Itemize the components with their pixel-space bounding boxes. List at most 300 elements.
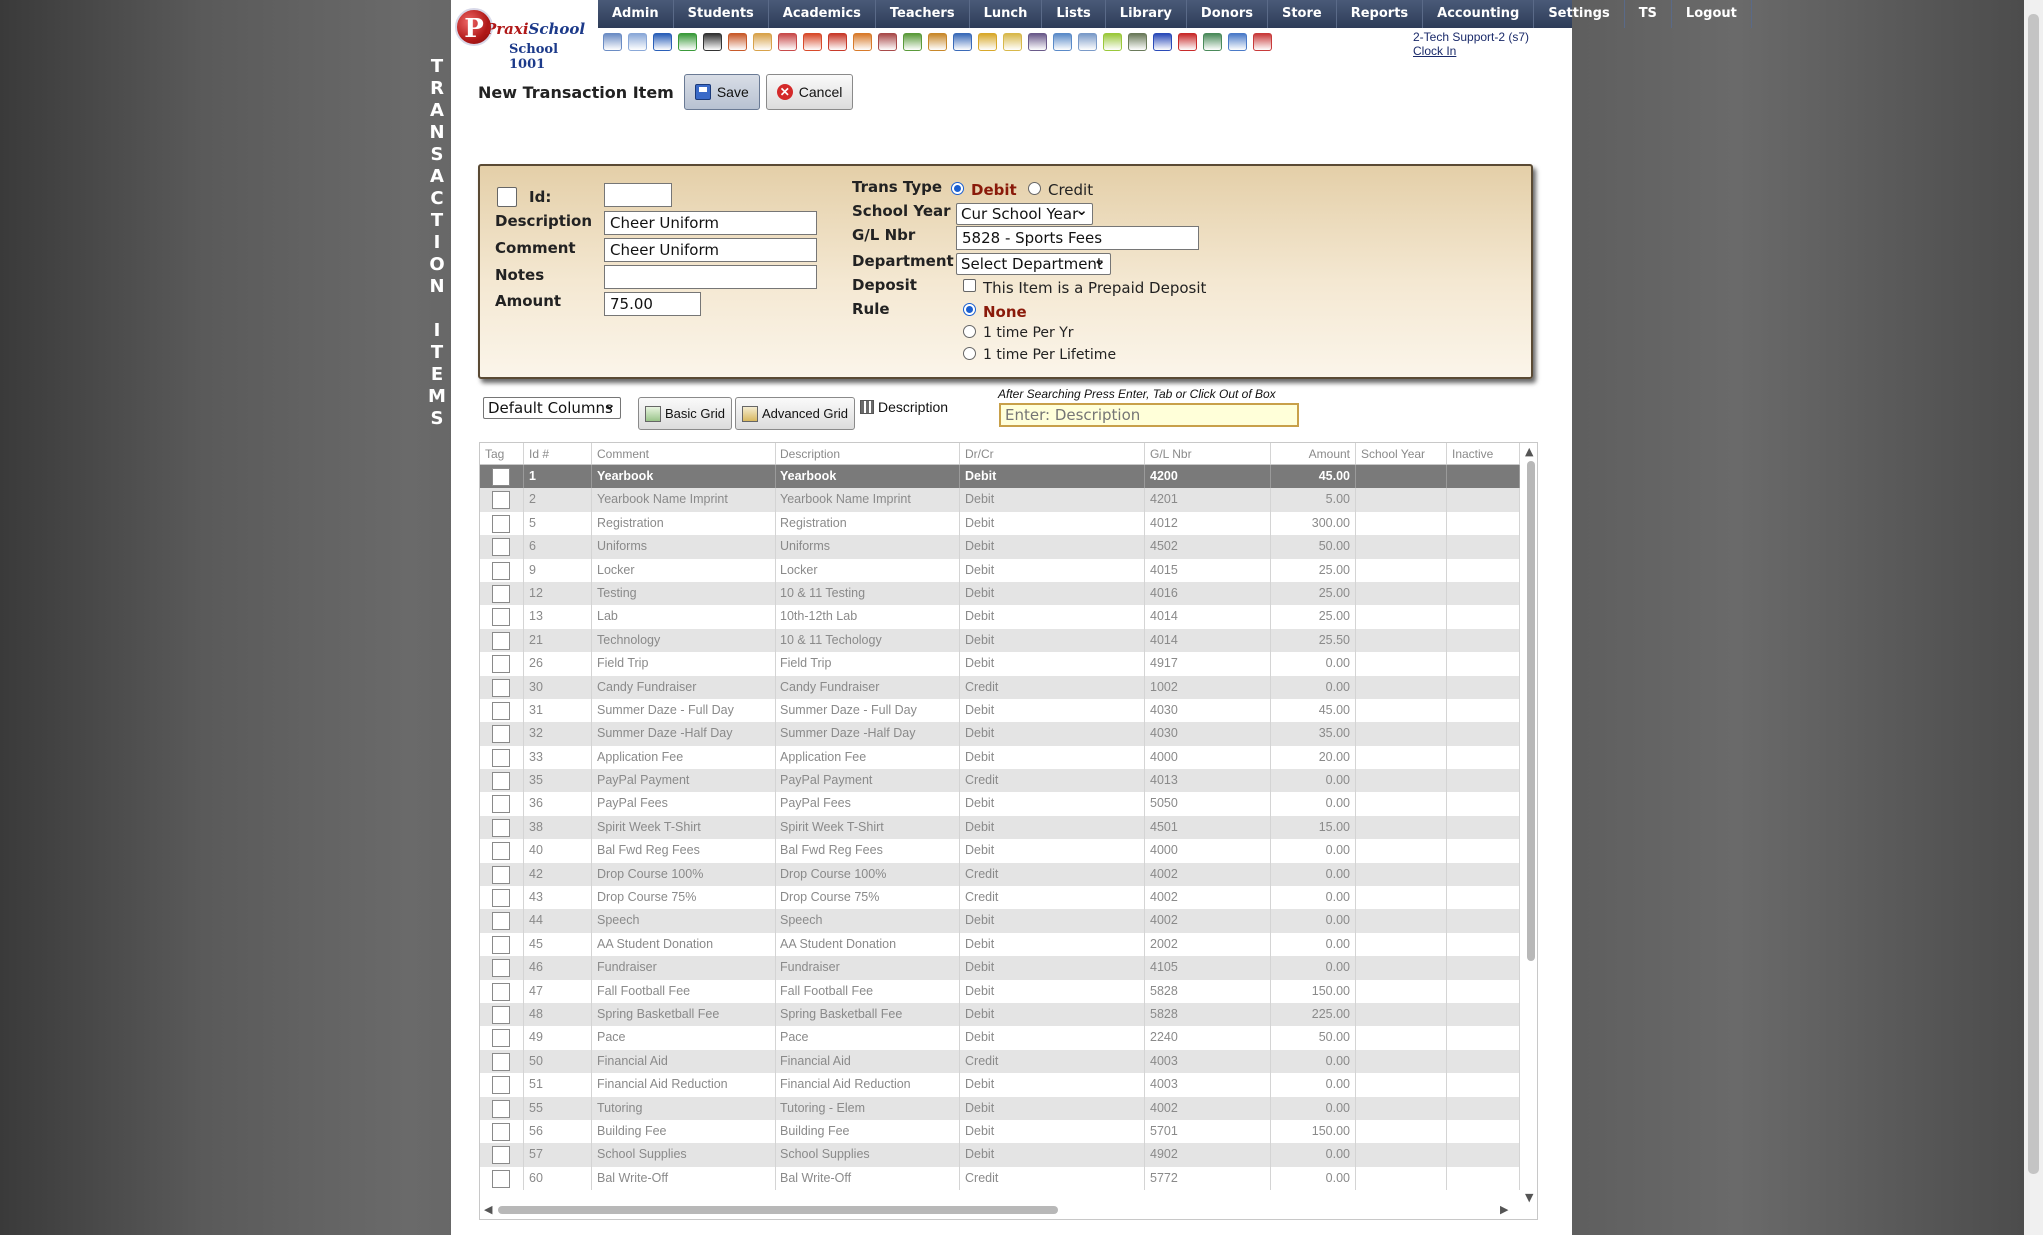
gl-nbr-cell: 4000 <box>1145 839 1271 862</box>
advanced-grid-button[interactable]: Advanced Grid <box>735 397 855 430</box>
columns-select[interactable]: Default Columns ⌄ <box>483 397 621 419</box>
row-tag-checkbox[interactable] <box>492 1100 510 1118</box>
book-icon[interactable] <box>953 33 972 51</box>
main-panel <box>451 0 1737 1235</box>
table-row[interactable] <box>480 1050 1520 1073</box>
dr-cr-cell: Debit <box>960 1097 1145 1120</box>
search-field-selector[interactable]: Description <box>860 399 948 415</box>
table-row[interactable] <box>480 792 1520 815</box>
title-letter: I <box>433 320 441 341</box>
comment-cell: Financial Aid Reduction <box>592 1073 776 1096</box>
comment-cell: Yearbook <box>592 465 776 488</box>
column-header-dr-cr[interactable]: Dr/Cr <box>960 443 1145 464</box>
praxischool-logo[interactable] <box>453 4 593 72</box>
table-row[interactable] <box>480 722 1520 745</box>
table-row[interactable] <box>480 839 1520 862</box>
inactive-cell <box>1447 909 1520 932</box>
inactive-cell <box>1447 933 1520 956</box>
school-year-select[interactable]: Cur School Year ⌄ <box>956 203 1093 225</box>
row-tag-checkbox[interactable] <box>492 538 510 556</box>
table-row[interactable] <box>480 676 1520 699</box>
amount-cell: 50.00 <box>1271 535 1356 558</box>
table-row[interactable] <box>480 1073 1520 1096</box>
table-row[interactable] <box>480 605 1520 628</box>
comment-cell: Registration <box>592 512 776 535</box>
inactive-cell <box>1447 512 1520 535</box>
id-cell: 50 <box>524 1050 592 1073</box>
menu-students[interactable]: Students <box>674 0 769 28</box>
amount-cell: 35.00 <box>1271 722 1356 745</box>
description-cell: Application Fee <box>775 746 960 769</box>
grid-vertical-scrollbar[interactable] <box>1524 443 1538 1219</box>
table-row[interactable] <box>480 629 1520 652</box>
gl-nbr-cell: 4003 <box>1145 1050 1271 1073</box>
row-tag-checkbox[interactable] <box>492 795 510 813</box>
top-bar <box>451 0 1737 72</box>
column-header-school-year[interactable]: School Year <box>1356 443 1447 464</box>
id-cell: 51 <box>524 1073 592 1096</box>
school-year-cell <box>1356 699 1447 722</box>
department-label: Department <box>852 252 954 270</box>
inactive-cell <box>1447 1143 1520 1166</box>
school-year-cell <box>1356 816 1447 839</box>
row-tag-checkbox[interactable] <box>492 1146 510 1164</box>
school-year-cell <box>1356 792 1447 815</box>
logo-wordmark: PraxiSchool <box>485 20 586 38</box>
printer-icon[interactable] <box>1128 33 1147 51</box>
tag-cell <box>480 699 524 722</box>
id-cell: 38 <box>524 816 592 839</box>
menu-settings[interactable]: Settings <box>1534 0 1624 28</box>
burger-icon[interactable] <box>928 33 947 51</box>
id-cell: 56 <box>524 1120 592 1143</box>
menu-store[interactable]: Store <box>1268 0 1337 28</box>
table-row[interactable] <box>480 1026 1520 1049</box>
title-letter <box>426 298 448 320</box>
inactive-cell <box>1447 839 1520 862</box>
table-row[interactable] <box>480 559 1520 582</box>
person-icon[interactable] <box>1028 33 1047 51</box>
columns-icon <box>860 400 874 414</box>
dr-cr-cell: Debit <box>960 956 1145 979</box>
trans-type-credit-radio[interactable] <box>1028 182 1041 195</box>
users-icon[interactable] <box>878 33 897 51</box>
title-letter: I <box>433 232 441 253</box>
comment-cell: Financial Aid <box>592 1050 776 1073</box>
description-cell: Summer Daze - Full Day <box>775 699 960 722</box>
table-row[interactable] <box>480 933 1520 956</box>
comment-cell: Bal Fwd Reg Fees <box>592 839 776 862</box>
menu-academics[interactable]: Academics <box>769 0 876 28</box>
row-tag-checkbox[interactable] <box>492 491 510 509</box>
amount-cell: 50.00 <box>1271 1026 1356 1049</box>
tag-cell <box>480 909 524 932</box>
email-at-icon[interactable] <box>653 33 672 51</box>
row-tag-checkbox[interactable] <box>492 772 510 790</box>
amount-cell: 225.00 <box>1271 1003 1356 1026</box>
table-row[interactable] <box>480 465 1520 488</box>
calendar-icon[interactable] <box>778 33 797 51</box>
column-header-id[interactable]: Id # <box>524 443 592 464</box>
row-tag-checkbox[interactable] <box>492 749 510 767</box>
amount-cell: 0.00 <box>1271 1167 1356 1190</box>
money-icon[interactable] <box>1203 33 1222 51</box>
comment-cell: Building Fee <box>592 1120 776 1143</box>
amount-cell: 45.00 <box>1271 465 1356 488</box>
page-scrollbar[interactable] <box>2024 0 2043 1235</box>
pdf-icon[interactable] <box>1178 33 1197 51</box>
inactive-cell <box>1447 886 1520 909</box>
table-icon[interactable] <box>1078 33 1097 51</box>
amount-cell: 25.00 <box>1271 605 1356 628</box>
comment-cell: Drop Course 100% <box>592 863 776 886</box>
gl-nbr-field[interactable]: 5828 - Sports Fees <box>956 226 1199 250</box>
row-tag-checkbox[interactable] <box>492 1029 510 1047</box>
table-row[interactable] <box>480 1143 1520 1166</box>
search-hint: After Searching Press Enter, Tab or Click Out of Box <box>998 387 1276 401</box>
inactive-cell <box>1447 1026 1520 1049</box>
grid-horizontal-scroll-thumb[interactable] <box>498 1206 1058 1214</box>
description-search-input[interactable] <box>999 403 1299 427</box>
dr-cr-cell: Credit <box>960 863 1145 886</box>
user-red-icon[interactable] <box>828 33 847 51</box>
school-year-label: School Year <box>852 202 951 220</box>
amount-cell: 0.00 <box>1271 933 1356 956</box>
description-cell: Fall Football Fee <box>775 980 960 1003</box>
row-tag-checkbox[interactable] <box>492 655 510 673</box>
table-row[interactable] <box>480 582 1520 605</box>
table-row[interactable] <box>480 652 1520 675</box>
row-tag-checkbox[interactable] <box>492 1123 510 1141</box>
description-cell: Spirit Week T-Shirt <box>775 816 960 839</box>
row-tag-checkbox[interactable] <box>492 959 510 977</box>
row-tag-checkbox[interactable] <box>492 725 510 743</box>
inactive-cell <box>1447 1073 1520 1096</box>
title-letter: A <box>430 166 444 187</box>
page-scroll-thumb[interactable] <box>2028 14 2039 1174</box>
inactive-cell <box>1447 488 1520 511</box>
comment-cell: Tutoring <box>592 1097 776 1120</box>
school-year-cell <box>1356 746 1447 769</box>
menu-ts[interactable]: TS <box>1625 0 1672 28</box>
menu-teachers[interactable]: Teachers <box>876 0 970 28</box>
amount-cell: 0.00 <box>1271 863 1356 886</box>
row-tag-checkbox[interactable] <box>492 1053 510 1071</box>
column-header-comment[interactable]: Comment <box>592 443 776 464</box>
table-row[interactable] <box>480 956 1520 979</box>
row-tag-checkbox[interactable] <box>492 842 510 860</box>
tag-cell <box>480 465 524 488</box>
table-row[interactable] <box>480 769 1520 792</box>
report-icon[interactable] <box>753 33 772 51</box>
row-tag-checkbox[interactable] <box>492 702 510 720</box>
gl-nbr-cell: 5050 <box>1145 792 1271 815</box>
rule-per-lifetime-radio[interactable] <box>963 347 976 360</box>
gl-nbr-cell: 2002 <box>1145 933 1271 956</box>
column-header-tag[interactable]: Tag <box>480 443 524 464</box>
menu-library[interactable]: Library <box>1106 0 1187 28</box>
school-year-cell <box>1356 839 1447 862</box>
description-cell: Locker <box>775 559 960 582</box>
row-tag-checkbox[interactable] <box>492 819 510 837</box>
tag-cell <box>480 559 524 582</box>
table-row[interactable] <box>480 746 1520 769</box>
scroll-up-arrow-icon[interactable]: ▲ <box>1525 445 1534 458</box>
trans-type-label: Trans Type <box>852 178 943 196</box>
row-tag-checkbox[interactable] <box>492 632 510 650</box>
school-year-cell <box>1356 886 1447 909</box>
user-info <box>1413 30 1529 58</box>
amount-cell: 0.00 <box>1271 1097 1356 1120</box>
notes-field[interactable] <box>604 265 817 289</box>
table-row[interactable] <box>480 512 1520 535</box>
inactive-cell <box>1447 980 1520 1003</box>
table-row[interactable] <box>480 909 1520 932</box>
dr-cr-cell: Debit <box>960 582 1145 605</box>
comment-cell: Field Trip <box>592 652 776 675</box>
save-button[interactable]: Save <box>684 74 760 110</box>
clock-icon[interactable] <box>1053 33 1072 51</box>
tag-icon[interactable] <box>978 33 997 51</box>
row-tag-checkbox[interactable] <box>492 515 510 533</box>
calendar-grid-icon[interactable] <box>628 33 647 51</box>
grid-vertical-scroll-thumb[interactable] <box>1527 461 1535 961</box>
table-row[interactable] <box>480 699 1520 722</box>
user-orange-icon[interactable] <box>853 33 872 51</box>
row-tag-checkbox[interactable] <box>492 936 510 954</box>
id-cell: 12 <box>524 582 592 605</box>
tag-cell <box>480 512 524 535</box>
gl-nbr-cell: 4201 <box>1145 488 1271 511</box>
id-cell: 49 <box>524 1026 592 1049</box>
description-cell: Candy Fundraiser <box>775 676 960 699</box>
table-row[interactable] <box>480 863 1520 886</box>
help-icon[interactable] <box>1228 33 1247 51</box>
id-cell: 60 <box>524 1167 592 1190</box>
menu-logout[interactable]: Logout <box>1672 0 1752 28</box>
row-tag-checkbox[interactable] <box>492 562 510 580</box>
item-select-checkbox[interactable] <box>497 187 517 207</box>
rule-per-year-radio[interactable] <box>963 325 976 338</box>
row-tag-checkbox[interactable] <box>492 1170 510 1188</box>
description-cell: Yearbook <box>775 465 960 488</box>
id-cell: 5 <box>524 512 592 535</box>
tag-cell <box>480 676 524 699</box>
dr-cr-cell: Debit <box>960 839 1145 862</box>
logo-p-icon: P <box>455 8 493 46</box>
phone-icon[interactable] <box>703 33 722 51</box>
pencil-icon[interactable] <box>903 33 922 51</box>
inactive-cell <box>1447 465 1520 488</box>
magnifier-icon[interactable] <box>603 33 622 51</box>
school-year-cell <box>1356 980 1447 1003</box>
gl-nbr-cell: 4030 <box>1145 699 1271 722</box>
inactive-cell <box>1447 722 1520 745</box>
row-tag-checkbox[interactable] <box>492 1076 510 1094</box>
inactive-cell <box>1447 863 1520 886</box>
inactive-cell <box>1447 582 1520 605</box>
description-cell: 10 & 11 Techology <box>775 629 960 652</box>
prepaid-deposit-checkbox[interactable] <box>963 279 976 292</box>
description-cell: School Supplies <box>775 1143 960 1166</box>
school-year-cell <box>1356 722 1447 745</box>
comment-label: Comment <box>495 239 576 257</box>
amount-cell: 25.50 <box>1271 629 1356 652</box>
clock-in-link[interactable]: Clock In <box>1413 44 1457 58</box>
scroll-left-arrow-icon[interactable]: ◀ <box>484 1203 493 1216</box>
trans-type-debit-radio[interactable] <box>951 182 964 195</box>
description-cell: Speech <box>775 909 960 932</box>
row-tag-checkbox[interactable] <box>492 1006 510 1024</box>
row-tag-checkbox[interactable] <box>492 608 510 626</box>
school-year-cell <box>1356 1143 1447 1166</box>
menu-lists[interactable]: Lists <box>1042 0 1105 28</box>
speaker-icon[interactable] <box>728 33 747 51</box>
table-row[interactable] <box>480 816 1520 839</box>
column-header-g-l-nbr[interactable]: G/L Nbr <box>1145 443 1271 464</box>
card-icon[interactable] <box>1103 33 1122 51</box>
gl-nbr-cell: 4015 <box>1145 559 1271 582</box>
ap-icon[interactable] <box>1153 33 1172 51</box>
comment-cell: Speech <box>592 909 776 932</box>
row-tag-checkbox[interactable] <box>492 912 510 930</box>
megaphone-icon[interactable] <box>803 33 822 51</box>
department-select[interactable]: Select Department ⌄ <box>956 253 1111 275</box>
title-letter: S <box>430 408 444 429</box>
grid-icon <box>645 406 661 422</box>
menu-reports[interactable]: Reports <box>1337 0 1423 28</box>
tag-cell <box>480 605 524 628</box>
tag-cell <box>480 488 524 511</box>
id-cell: 40 <box>524 839 592 862</box>
table-row[interactable] <box>480 535 1520 558</box>
title-letter: A <box>430 100 444 121</box>
prepaid-deposit-text: This Item is a Prepaid Deposit <box>983 279 1207 297</box>
comment-cell: Spring Basketball Fee <box>592 1003 776 1026</box>
id-field[interactable] <box>604 183 672 207</box>
table-row[interactable] <box>480 886 1520 909</box>
menu-lunch[interactable]: Lunch <box>970 0 1043 28</box>
gl-nbr-cell: 4902 <box>1145 1143 1271 1166</box>
power-icon[interactable] <box>1253 33 1272 51</box>
school-year-cell <box>1356 933 1447 956</box>
page-title: New Transaction Item <box>478 82 674 102</box>
basic-grid-button[interactable]: Basic Grid <box>638 397 732 430</box>
comment-cell: Testing <box>592 582 776 605</box>
grid-horizontal-scrollbar[interactable] <box>480 1201 1524 1219</box>
dr-cr-cell: Credit <box>960 886 1145 909</box>
id-cell: 35 <box>524 769 592 792</box>
tag-cell <box>480 933 524 956</box>
amount-cell: 0.00 <box>1271 956 1356 979</box>
inactive-cell <box>1447 816 1520 839</box>
row-tag-checkbox[interactable] <box>492 983 510 1001</box>
dr-cr-cell: Debit <box>960 909 1145 932</box>
id-cell: 36 <box>524 792 592 815</box>
title-letter: C <box>430 188 444 209</box>
inactive-cell <box>1447 535 1520 558</box>
row-tag-checkbox[interactable] <box>492 679 510 697</box>
row-tag-checkbox[interactable] <box>492 468 510 486</box>
title-letter: T <box>430 56 444 77</box>
green-arrows-icon[interactable] <box>678 33 697 51</box>
description-cell: Registration <box>775 512 960 535</box>
main-menu <box>598 0 1737 28</box>
amount-cell: 150.00 <box>1271 980 1356 1003</box>
comment-cell: Pace <box>592 1026 776 1049</box>
amount-cell: 25.00 <box>1271 582 1356 605</box>
title-letter: O <box>429 254 445 275</box>
comment-field[interactable]: Cheer Uniform <box>604 238 817 262</box>
id-cell: 6 <box>524 535 592 558</box>
amount-cell: 0.00 <box>1271 792 1356 815</box>
inactive-cell <box>1447 746 1520 769</box>
rule-label: Rule <box>852 300 890 318</box>
column-header-inactive[interactable]: Inactive <box>1447 443 1520 464</box>
dr-cr-cell: Debit <box>960 699 1145 722</box>
table-row[interactable] <box>480 1120 1520 1143</box>
description-cell: Drop Course 100% <box>775 863 960 886</box>
scroll-right-arrow-icon[interactable]: ▶ <box>1500 1203 1509 1216</box>
description-field[interactable]: Cheer Uniform <box>604 211 817 235</box>
school-year-cell <box>1356 1073 1447 1096</box>
column-header-description[interactable]: Description <box>775 443 960 464</box>
row-tag-checkbox[interactable] <box>492 866 510 884</box>
folder-arrow-icon[interactable] <box>1003 33 1022 51</box>
comment-cell: Summer Daze -Half Day <box>592 722 776 745</box>
cancel-button[interactable]: ✕ Cancel <box>766 74 854 110</box>
menu-admin[interactable]: Admin <box>598 0 674 28</box>
table-row[interactable] <box>480 1003 1520 1026</box>
table-row[interactable] <box>480 980 1520 1003</box>
school-year-cell <box>1356 535 1447 558</box>
tag-cell <box>480 1097 524 1120</box>
table-row[interactable] <box>480 1167 1520 1190</box>
amount-field[interactable]: 75.00 <box>604 292 701 316</box>
id-cell: 26 <box>524 652 592 675</box>
rule-per-year-label: 1 time Per Yr <box>983 325 1074 341</box>
tag-cell <box>480 1050 524 1073</box>
title-letter: N <box>429 276 445 297</box>
table-row[interactable] <box>480 1097 1520 1120</box>
description-cell: Bal Write-Off <box>775 1167 960 1190</box>
rule-none-label: None <box>983 303 1027 321</box>
table-row[interactable] <box>480 488 1520 511</box>
id-cell: 46 <box>524 956 592 979</box>
school-year-cell <box>1356 769 1447 792</box>
description-cell: 10th-12th Lab <box>775 605 960 628</box>
description-cell: PayPal Payment <box>775 769 960 792</box>
dr-cr-cell: Debit <box>960 652 1145 675</box>
column-header-amount[interactable]: Amount <box>1271 443 1356 464</box>
title-letter: T <box>430 342 444 363</box>
description-cell: 10 & 11 Testing <box>775 582 960 605</box>
tag-cell <box>480 1143 524 1166</box>
row-tag-checkbox[interactable] <box>492 889 510 907</box>
menu-accounting[interactable]: Accounting <box>1423 0 1534 28</box>
school-year-cell <box>1356 1050 1447 1073</box>
menu-donors[interactable]: Donors <box>1187 0 1268 28</box>
transaction-item-form <box>478 164 1533 379</box>
school-year-cell <box>1356 512 1447 535</box>
description-cell: Financial Aid <box>775 1050 960 1073</box>
row-tag-checkbox[interactable] <box>492 585 510 603</box>
inactive-cell <box>1447 559 1520 582</box>
school-year-cell <box>1356 1097 1447 1120</box>
scroll-down-arrow-icon[interactable]: ▼ <box>1525 1191 1534 1204</box>
transaction-items-grid <box>479 442 1538 1220</box>
rule-none-radio[interactable] <box>963 303 976 316</box>
